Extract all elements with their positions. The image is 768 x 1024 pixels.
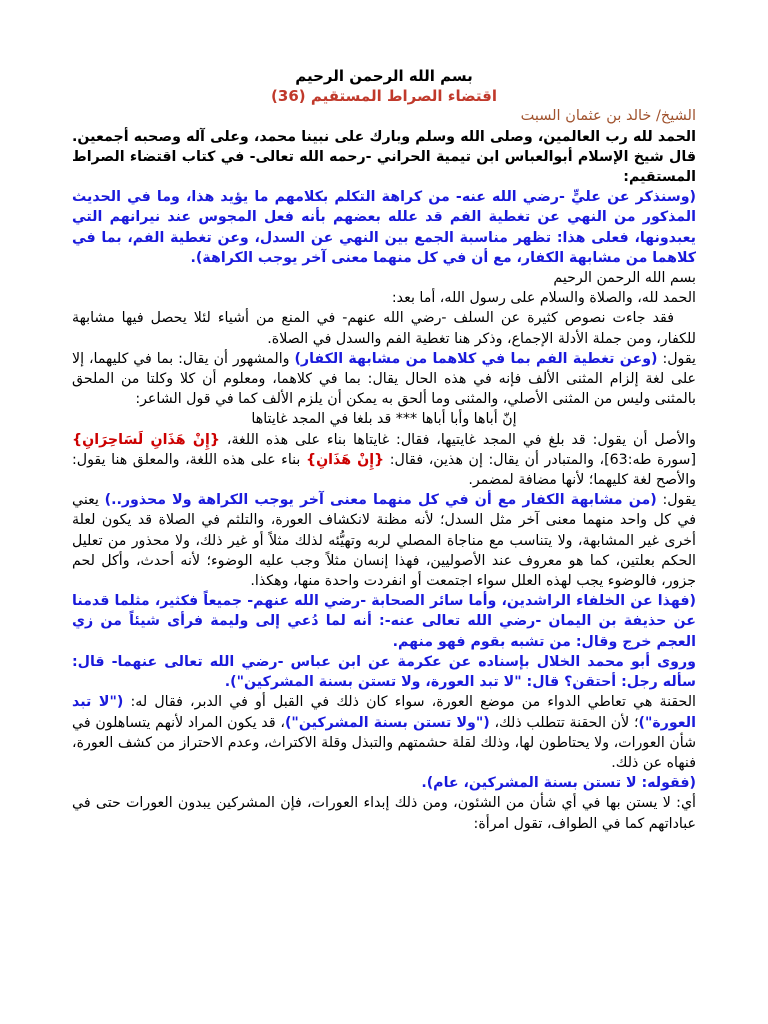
- praise-line: الحمد لله، والصلاة والسلام على رسول الله، أما بعد:: [391, 290, 696, 307]
- quoted-text-2: (فهذا عن الخلفاء الراشدين، وأما سائر الصحابة -رضي الله عنهم- جميعاً فكثير، مثلما قدمنا عن حذيفة بن اليمان -رضي الله تعالى عنه-: أنه لما دُعي إلى وليمة فرأى شيئاً من زي العجم خرج وقال: من تشبه بقوم فهو منهم.: [72, 593, 696, 650]
- basmala-line: بسم الله الرحمن الرحيم: [553, 270, 696, 287]
- quoted-phrase: ("ولا تستن بسنة المشركين"): [284, 714, 490, 731]
- text-run: ؛ لأن الحقنة تتطلب ذلك،: [489, 714, 639, 731]
- text-run: بناء على هذه اللغة، والمعلق هنا يقول: والأصح لغة كليهما؛ لأنها مضافة لمضمر.: [72, 451, 696, 489]
- quran-verse: {إِنْ هَذَانِ لَسَاحِرَانِ}: [72, 431, 220, 448]
- commentary-paragraph-1: فقد جاءت نصوص كثيرة عن السلف -رضي الله عنهم- في المنع من أشياء لئلا يحصل فيها مشابهة للكفار، ومن جملة الأدلة الإجماع، وذكر هنا تغطية الفم والسدل في الصلاة.: [72, 310, 696, 347]
- text-run: ، قد يكون المراد لأنهم يتساهلون في شأن العورات، ولا يحتاطون لها، وذلك لقلة حشمتهم والتبذل وقلة الاكتراث، وعدم الاحتراز من كشف العورة، فنهاه عن ذلك.: [72, 714, 696, 771]
- document-page: [72, 66, 696, 1024]
- commentary-paragraph-5: [72, 692, 696, 773]
- quoted-phrase: (وعن تغطية الفم بما في كلاهما من مشابهة الكفار): [294, 350, 658, 367]
- lecture-title: اقتضاء الصراط المستقيم (36): [271, 87, 497, 106]
- commentary-paragraph-3: [72, 430, 696, 491]
- quoted-text-4: (فقوله: لا تستن بسنة المشركين، عام).: [421, 775, 696, 792]
- text-run: الحقنة هي تعاطي الدواء من موضع العورة، سواء كان ذلك في القبل أو في الدبر، فقال له:: [123, 694, 696, 711]
- quoted-phrase: (من مشابهة الكفار مع أن في كل منهما معنى آخر يوجب الكراهة ولا محذور..): [104, 492, 657, 509]
- quoted-text-3: وروى أبو محمد الخلال بإسناده عن عكرمة عن ابن عباس -رضي الله تعالى عنهما- قال: سأله رجل: أحتقن؟ قال: "لا تبد العورة، ولا تستن بسنة المشركين").: [72, 653, 696, 691]
- quran-verse: {إِنْ هَذَانِ}: [305, 451, 385, 468]
- sheikh-name: الشيخ/ خالد بن عثمان السبت: [520, 108, 696, 125]
- text-run: يعني في كل واحد منهما معنى آخر مثل السدل؛ لأنه مظنة لانكشاف العورة، والتلثم في الصلاة قد يكون لعلة أخرى غير المشابهة، ولا يتناسب مع مناجاة المصلي لربه وتهيُّئه لذلك مثلاً أو غير ذلك، ولا محذور من تعليل الحكم بعلتين، كما هو معروف عند الأصوليين، فهذا إنسان مثلاً وجب عليه الوضوء؛ لأنه أحدث، وأكل لحم جزور، فالوضوء يجب لهذه العلل سواء اجتمعت أو انفردت واحدة منها، وهكذا.: [72, 492, 696, 590]
- commentary-paragraph-4: [72, 490, 696, 591]
- quoted-phrase: ("لا تبد العورة"): [72, 694, 696, 731]
- text-run: والأصل أن يقول: قد بلغ في المجد غايتيها، فقال: غايتاها بناء على هذه اللغة،: [219, 431, 696, 448]
- text-run: [سورة طه:63]، والمتبادر أن يقال: إن هذين، فقال:: [384, 451, 696, 468]
- text-run: والمشهور أن يقال: بما في كليهما، إلا على لغة إلزام المثنى الألف فإنه في هذه الحال يقال: بما في كلاهما، ومعلوم أن كلا وكلتا من الملحق بالمثنى وليس من المثنى الأصلي، والمثنى وما ألحق به يمكن أن يلزم الألف كما في قول الشاعر:: [72, 350, 696, 408]
- text-run: يقول:: [656, 492, 696, 509]
- quoted-text-1: (وسنذكر عن عليٍّ -رضي الله عنه- من كراهة التكلم بكلامهم ما يؤيد هذا، وما في الحديث المذكور من النهي عن تغطية الفم قد علله بعضهم بأنه فعل المجوس عند نيرانهم التي يعبدونها، فعلى هذا: تظهر مناسبة الجمع بين النهي عن السدل، وعن تغطية الفم، بما في كلاهما من مشابهة الكفار، مع أن في كل منهما معنى آخر يوجب الكراهة).: [72, 189, 696, 266]
- commentary-paragraph-2: [72, 349, 696, 410]
- opening-paragraph: الحمد لله رب العالمين، وصلى الله وسلم وبارك على نبينا محمد، وعلى آله وصحبه أجمعين. قال شيخ الإسلام أبوالعباس ابن تيمية الحراني -رحمه الله تعالى- في كتاب اقتضاء الصراط المستقيم:: [72, 128, 696, 186]
- commentary-paragraph-6: أي: لا يستن بها في أي شأن من الشئون، ومن ذلك إبداء العورات، فإن المشركين يبدون العورات حتى في عباداتهم كما في الطواف، تقول امرأة:: [72, 795, 696, 832]
- text-run: يقول:: [657, 350, 696, 367]
- poetry-verse: إنّ أباها وأبا أباها *** قد بلغا في المجد غايتاها: [251, 411, 517, 428]
- basmala-heading: بسم الله الرحمن الرحيم: [295, 67, 473, 85]
